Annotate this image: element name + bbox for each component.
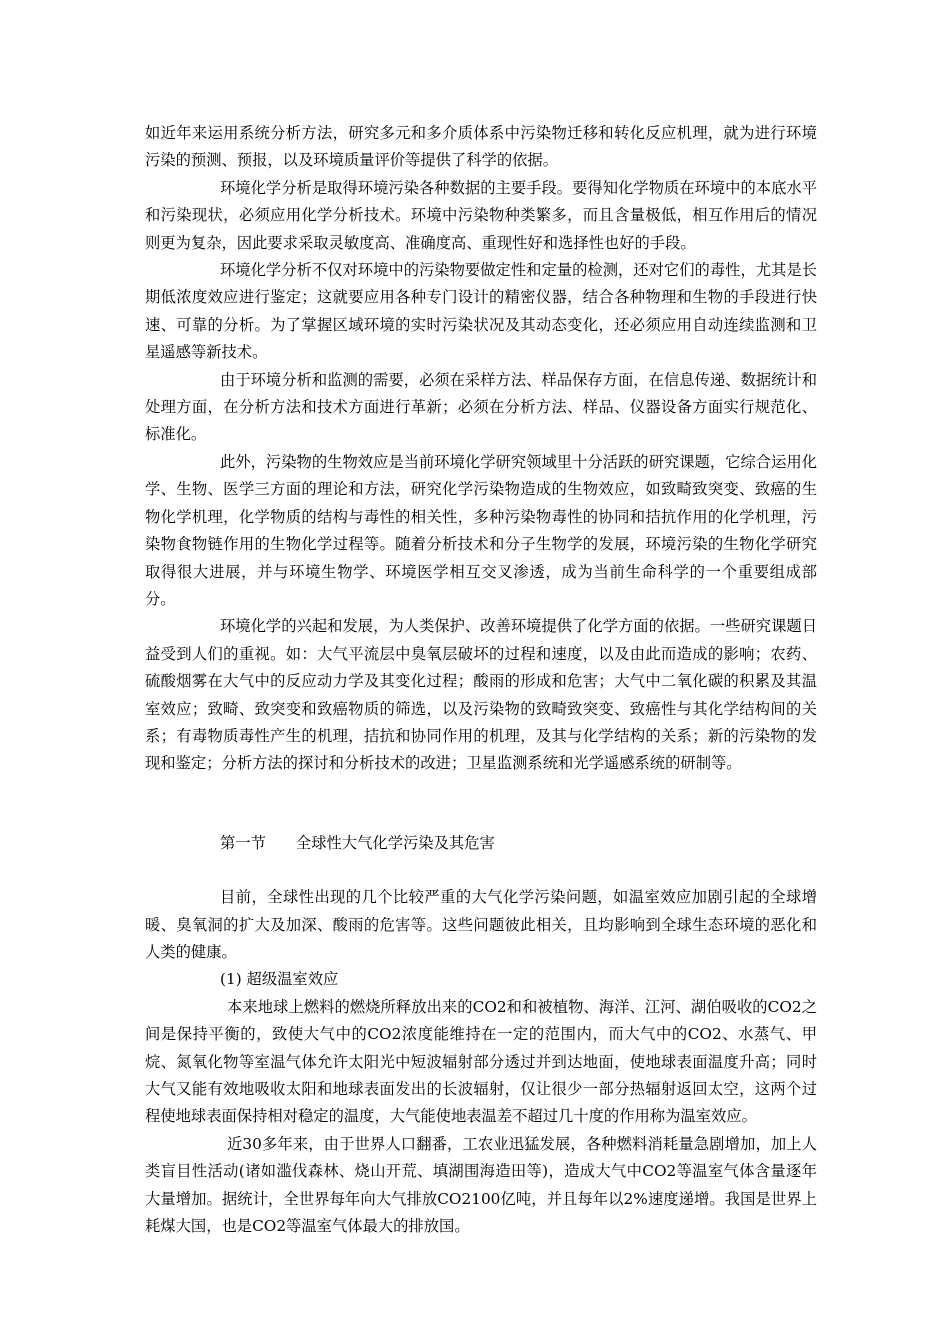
body-paragraph: 由于环境分析和监测的需要，必须在采样方法、样品保存方面，在信息传递、数据统计和处理方面，在分析方法和技术方面进行革新；必须在分析方法、样品、仪器设备方面实行规范化、标准化。 xyxy=(145,370,817,444)
section-number: 第一节 xyxy=(220,833,266,852)
section-title: 全球性大气化学污染及其危害 xyxy=(295,833,495,852)
body-paragraph: 环境化学分析不仅对环境中的污染物要做定性和定量的检测，还对它们的毒性，尤其是长期低浓度效应进行鉴定；这就要应用各种专门设计的精密仪器，结合各种物理和生物的手段进行快速、可靠的分析。为了掌握区域环境的实时污染状况及其动态变化，还必须应用自动连续监测和卫星遥感等新技术。 xyxy=(145,261,817,362)
body-paragraph: 近30多年来，由于世界人口翻番，工农业迅猛发展，各种燃料消耗量急剧增加，加上人类盲目性活动(诸如滥伐森林、烧山开荒、填湖围海造田等)，造成大气中CO2等温室气体含量逐年大量增加。据统计，全世界每年向大气排放CO2100亿吨，并且每年以2%速度递增。我国是世界上耗煤大国，也是CO2等温室气体最大的排放国。 xyxy=(145,1134,817,1236)
section-intro-paragraph: 目前，全球性出现的几个比较严重的大气化学污染问题，如温室效应加剧引起的全球增暖、臭氧洞的扩大及加深、酸雨的危害等。这些问题彼此相关，且均影响到全球生态环境的恶化和人类的健康。 xyxy=(145,888,817,961)
body-paragraph: 如近年来运用系统分析方法，研究多元和多介质体系中污染物迁移和转化反应机理，就为进行环境污染的预测、预报，以及环境质量评价等提供了科学的依据。 xyxy=(145,124,817,170)
section-heading xyxy=(145,830,817,857)
body-paragraph: 此外，污染物的生物效应是当前环境化学研究领域里十分活跃的研究课题，它综合运用化学、生物、医学三方面的理论和方法，研究化学污染物造成的生物效应，如致畸致突变、致癌的生物化学机理，化学物质的结构与毒性的相关性，多种污染物毒性的协同和拮抗作用的化学机理，污染物食物链作用的生物化学过程等。随着分析技术和分子生物学的发展，环境污染的生物化学研究取得很大进展，并与环境生物学、环境医学相互交叉渗透，成为当前生命科学的一个重要组成部分。 xyxy=(145,452,817,608)
body-paragraph: 环境化学分析是取得环境污染各种数据的主要手段。要得知化学物质在环境中的本底水平和污染现状，必须应用化学分析技术。环境中污染物种类繁多，而且含量极低，相互作用后的情况则更为复杂，因此要求采取灵敏度高、准确度高、重现性好和选择性也好的手段。 xyxy=(145,178,817,252)
body-paragraph: 环境化学的兴起和发展，为人类保护、改善环境提供了化学方面的依据。一些研究课题日益受到人们的重视。如：大气平流层中臭氧层破坏的过程和速度，以及由此而造成的影响；农药、硫酸烟雾在大气中的反应动力学及其变化过程；酸雨的形成和危害；大气中二氧化碳的积累及其温室效应；致畸、致突变和致癌物质的筛选，以及污染物的致畸致突变、致癌性与其化学结构间的关系；有毒物质毒性产生的机理，拮抗和协同作用的机理，及其与化学结构的关系；新的污染物的发现和鉴定；分析方法的探讨和分析技术的改进；卫星监测系统和光学遥感系统的研制等。 xyxy=(145,617,817,773)
document-page xyxy=(145,120,817,1240)
subheading: (1) 超级温室效应 xyxy=(220,970,339,989)
body-paragraph: 本来地球上燃料的燃烧所释放出来的CO2和和被植物、海洋、江河、湖伯吸收的CO2之间是保持平衡的，致使大气中的CO2浓度能维持在一定的范围内，而大气中的CO2、水蒸气、甲烷、氮氧化物等室温气体允许太阳光中短波辐射部分透过并到达地面，使地球表面温度升高；同时大气又能有效地吸收太阳和地球表面发出的长波辐射，仅让很少一部分热辐射返回太空，这两个过程使地球表面保持相对稳定的温度，大气能使地表温差不超过几十度的作用称为温室效应。 xyxy=(145,997,817,1126)
